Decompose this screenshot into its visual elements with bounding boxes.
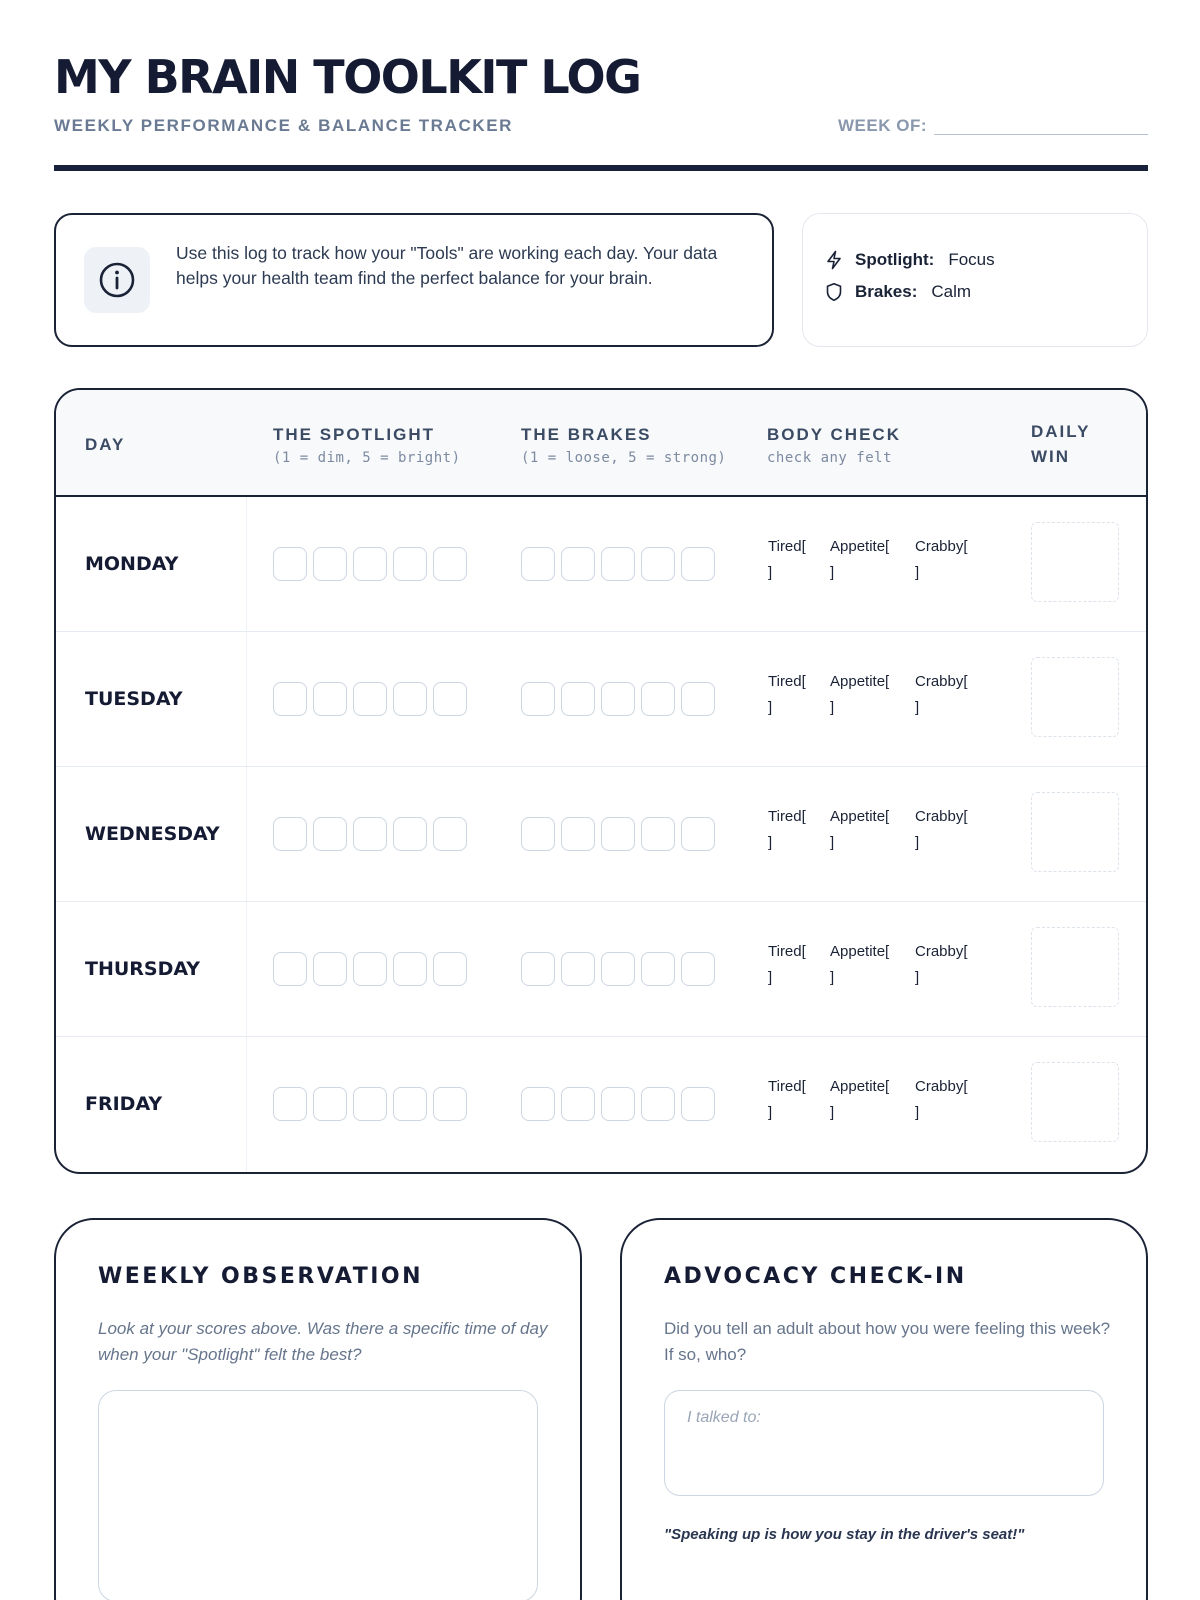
brakes-box-1[interactable] xyxy=(521,952,555,986)
page-subtitle: WEEKLY PERFORMANCE & BALANCE TRACKER xyxy=(54,116,514,135)
spotlight-box-3[interactable] xyxy=(353,682,387,716)
brakes-box-4[interactable] xyxy=(641,682,675,716)
tracker-table xyxy=(54,388,1148,1174)
spotlight-rating xyxy=(273,817,473,851)
weekly-observation-panel xyxy=(54,1218,582,1600)
info-text: Use this log to track how your "Tools" are working each day. Your data helps your health team find the perfect balance for your brain. xyxy=(176,243,718,288)
brakes-box-5[interactable] xyxy=(681,1087,715,1121)
legend-brakes-value: Calm xyxy=(931,282,972,301)
check-appetite[interactable]: Appetite[ ] xyxy=(830,808,890,851)
check-tired[interactable]: Tired[ ] xyxy=(768,808,806,851)
check-appetite[interactable]: Appetite[ ] xyxy=(830,943,890,986)
spotlight-box-5[interactable] xyxy=(433,1087,467,1121)
spotlight-box-2[interactable] xyxy=(313,547,347,581)
spotlight-rating xyxy=(273,547,473,581)
col-brakes-scale: (1 = loose, 5 = strong) xyxy=(521,450,727,466)
daily-win-box[interactable] xyxy=(1031,522,1119,602)
advocacy-panel xyxy=(620,1218,1148,1600)
brakes-rating xyxy=(521,952,721,986)
brakes-box-5[interactable] xyxy=(681,817,715,851)
brakes-box-3[interactable] xyxy=(601,547,635,581)
advocacy-prompt: Did you tell an adult about how you were feeling this week? If so, who? xyxy=(664,1319,1111,1364)
spotlight-box-3[interactable] xyxy=(353,1087,387,1121)
brakes-box-3[interactable] xyxy=(601,817,635,851)
day-name: MONDAY xyxy=(85,553,179,575)
daily-win-box[interactable] xyxy=(1031,657,1119,737)
brakes-rating xyxy=(521,1087,721,1121)
brakes-box-4[interactable] xyxy=(641,1087,675,1121)
col-day: DAY xyxy=(85,435,126,454)
col-brakes: THE BRAKES xyxy=(521,425,652,444)
brakes-box-3[interactable] xyxy=(601,1087,635,1121)
observation-title: WEEKLY OBSERVATION xyxy=(98,1264,423,1289)
brakes-rating xyxy=(521,682,721,716)
day-name: WEDNESDAY xyxy=(85,823,220,845)
col-body-check: BODY CHECK xyxy=(767,425,901,444)
brakes-box-5[interactable] xyxy=(681,547,715,581)
brakes-box-2[interactable] xyxy=(561,547,595,581)
brakes-box-1[interactable] xyxy=(521,682,555,716)
table-row xyxy=(56,767,1146,902)
spotlight-box-2[interactable] xyxy=(313,682,347,716)
brakes-box-5[interactable] xyxy=(681,952,715,986)
table-row xyxy=(56,497,1146,632)
talked-to-placeholder: I talked to: xyxy=(687,1409,761,1426)
legend-brakes-label: Brakes: xyxy=(855,282,918,301)
legend-spotlight-value: Focus xyxy=(948,250,995,269)
table-row xyxy=(56,1037,1146,1172)
brakes-rating xyxy=(521,817,721,851)
col-body-check-hint: check any felt xyxy=(767,450,893,466)
brakes-box-1[interactable] xyxy=(521,817,555,851)
advocacy-quote: "Speaking up is how you stay in the driver's seat!" xyxy=(664,1526,1025,1543)
advocacy-title: ADVOCACY CHECK-IN xyxy=(664,1264,967,1289)
week-of-field[interactable] xyxy=(934,134,1148,135)
spotlight-rating xyxy=(273,682,473,716)
header-divider xyxy=(54,165,1148,171)
brakes-box-4[interactable] xyxy=(641,547,675,581)
observation-textarea[interactable] xyxy=(98,1390,538,1600)
spotlight-box-5[interactable] xyxy=(433,682,467,716)
col-daily-win-line2: WIN xyxy=(1031,447,1071,466)
brakes-box-5[interactable] xyxy=(681,682,715,716)
day-name: THURSDAY xyxy=(85,958,201,980)
col-spotlight-scale: (1 = dim, 5 = bright) xyxy=(273,450,461,466)
talked-to-input[interactable] xyxy=(664,1390,1104,1496)
check-appetite[interactable]: Appetite[ ] xyxy=(830,673,890,716)
col-spotlight: THE SPOTLIGHT xyxy=(273,425,435,444)
spotlight-box-2[interactable] xyxy=(313,817,347,851)
brakes-box-1[interactable] xyxy=(521,1087,555,1121)
legend-brakes xyxy=(825,282,971,302)
col-daily-win-line1: DAILY xyxy=(1031,422,1091,441)
spotlight-box-5[interactable] xyxy=(433,817,467,851)
check-tired[interactable]: Tired[ ] xyxy=(768,673,806,716)
brakes-box-2[interactable] xyxy=(561,952,595,986)
lightning-icon xyxy=(825,250,843,270)
spotlight-box-1[interactable] xyxy=(273,1087,307,1121)
brakes-box-2[interactable] xyxy=(561,1087,595,1121)
spotlight-box-2[interactable] xyxy=(313,1087,347,1121)
check-crabby[interactable]: Crabby[ ] xyxy=(915,538,968,581)
spotlight-box-1[interactable] xyxy=(273,952,307,986)
brakes-box-2[interactable] xyxy=(561,682,595,716)
legend-spotlight xyxy=(825,250,995,270)
daily-win-box[interactable] xyxy=(1031,927,1119,1007)
day-name: FRIDAY xyxy=(85,1093,163,1115)
check-crabby[interactable]: Crabby[ ] xyxy=(915,943,968,986)
spotlight-box-4[interactable] xyxy=(393,547,427,581)
check-tired[interactable]: Tired[ ] xyxy=(768,943,806,986)
spotlight-box-4[interactable] xyxy=(393,1087,427,1121)
spotlight-rating xyxy=(273,952,473,986)
table-row xyxy=(56,632,1146,767)
page-title: MY BRAIN TOOLKIT LOG xyxy=(54,50,641,104)
spotlight-box-5[interactable] xyxy=(433,547,467,581)
info-icon-badge xyxy=(84,247,150,313)
spotlight-box-4[interactable] xyxy=(393,952,427,986)
brakes-box-1[interactable] xyxy=(521,547,555,581)
check-tired[interactable]: Tired[ ] xyxy=(768,538,806,581)
brakes-box-3[interactable] xyxy=(601,682,635,716)
brakes-box-4[interactable] xyxy=(641,817,675,851)
legend-box xyxy=(802,213,1148,347)
check-crabby[interactable]: Crabby[ ] xyxy=(915,1078,968,1121)
spotlight-box-2[interactable] xyxy=(313,952,347,986)
spotlight-box-5[interactable] xyxy=(433,952,467,986)
spotlight-box-1[interactable] xyxy=(273,682,307,716)
check-appetite[interactable]: Appetite[ ] xyxy=(830,1078,890,1121)
check-crabby[interactable]: Crabby[ ] xyxy=(915,673,968,716)
daily-win-box[interactable] xyxy=(1031,792,1119,872)
spotlight-box-4[interactable] xyxy=(393,817,427,851)
check-tired[interactable]: Tired[ ] xyxy=(768,1078,806,1121)
info-circle-icon xyxy=(98,261,136,299)
spotlight-box-1[interactable] xyxy=(273,817,307,851)
spotlight-rating xyxy=(273,1087,473,1121)
brakes-box-4[interactable] xyxy=(641,952,675,986)
brakes-box-3[interactable] xyxy=(601,952,635,986)
spotlight-box-3[interactable] xyxy=(353,547,387,581)
table-row xyxy=(56,902,1146,1037)
check-appetite[interactable]: Appetite[ ] xyxy=(830,538,890,581)
shield-icon xyxy=(825,282,843,302)
legend-spotlight-label: Spotlight: xyxy=(855,250,935,269)
spotlight-box-3[interactable] xyxy=(353,952,387,986)
spotlight-box-3[interactable] xyxy=(353,817,387,851)
info-box xyxy=(54,213,774,347)
brakes-box-2[interactable] xyxy=(561,817,595,851)
table-header xyxy=(56,390,1146,497)
spotlight-box-1[interactable] xyxy=(273,547,307,581)
day-name: TUESDAY xyxy=(85,688,183,710)
observation-prompt: Look at your scores above. Was there a specific time of day when your "Spotlight" felt the best? xyxy=(98,1319,548,1364)
brakes-rating xyxy=(521,547,721,581)
daily-win-box[interactable] xyxy=(1031,1062,1119,1142)
week-of-label: WEEK OF: xyxy=(838,116,927,135)
check-crabby[interactable]: Crabby[ ] xyxy=(915,808,968,851)
spotlight-box-4[interactable] xyxy=(393,682,427,716)
